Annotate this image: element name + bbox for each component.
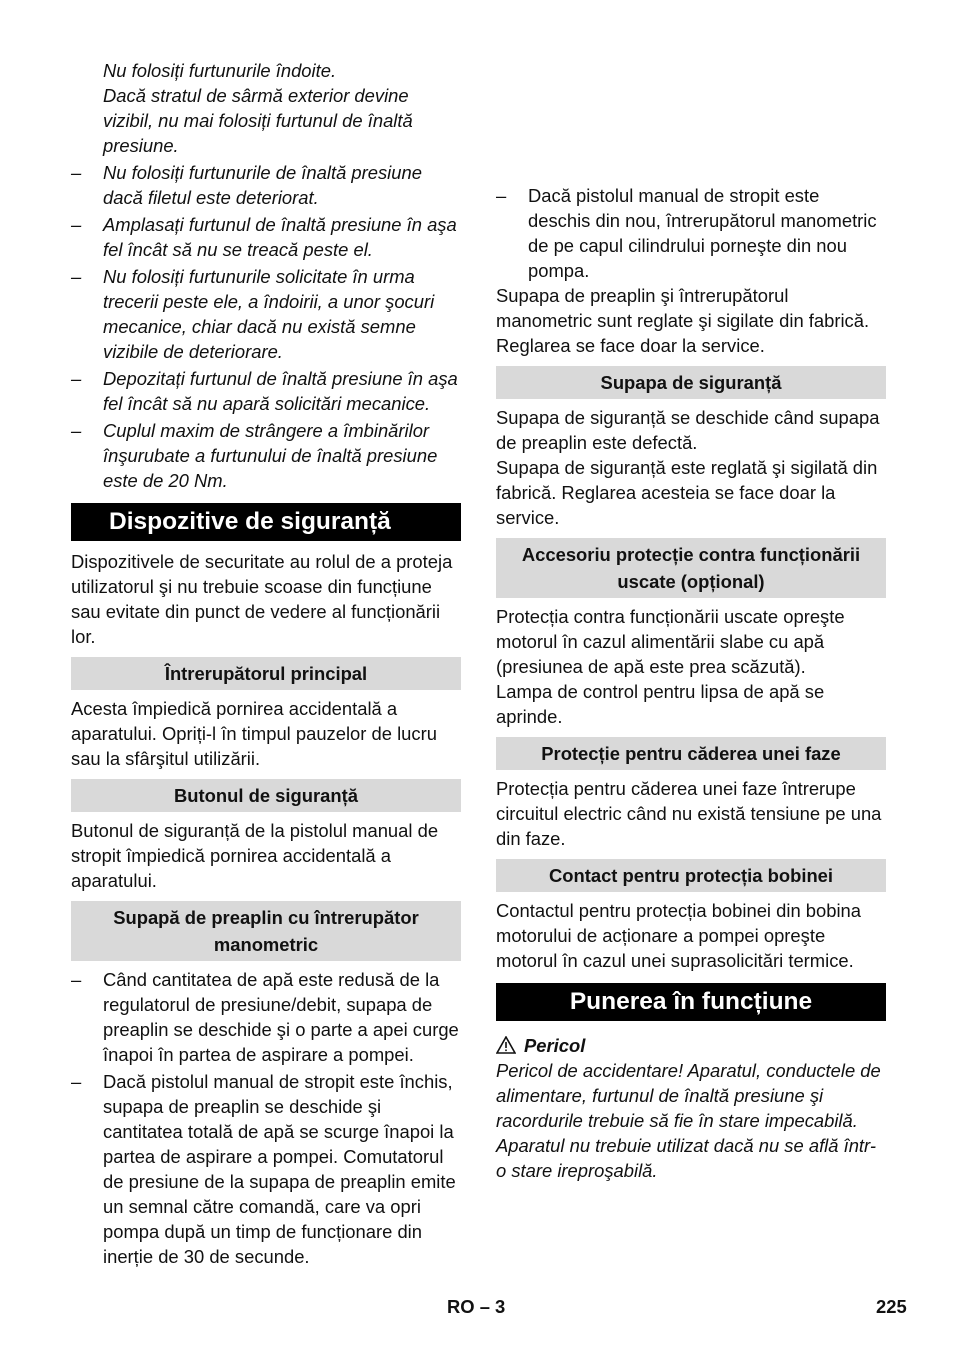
intro-line: Dacă stratul de sârmă exterior devine vizibil, nu mai folosiți furtunul de înaltă presiune.: [103, 85, 413, 156]
warning-triangle-icon: [496, 1035, 516, 1053]
subtitle-main-switch: Întrerupătorul principal: [71, 657, 461, 690]
list-item: – Nu folosiți furtunurile de înaltă presiune dacă filetul este deteriorat.: [71, 162, 422, 208]
section-title-startup: Punerea în funcțiune: [496, 983, 886, 1021]
subtitle-safety-valve: Supapa de siguranță: [496, 366, 886, 399]
dry-run-text: Protecția contra funcționării uscate opreşte motorul în cazul alimentării slabe cu apă (presiunea de apă este prea scăzută).: [496, 606, 845, 677]
safety-valve-text: Supapa de siguranță se deschide când supapa de preaplin este defectă.: [496, 407, 880, 453]
subtitle-dry-run: Accesoriu protecție contra funcționării uscate (opțional): [496, 538, 886, 598]
phase-text: Protecția pentru căderea unei faze întrerupe circuitul electric când nu există tensiune pe una din faze.: [496, 778, 882, 849]
subtitle-overflow-valve: Supapă de preaplin cu întrerupător manometric: [71, 901, 461, 961]
subtitle-safety-button: Butonul de siguranță: [71, 779, 461, 812]
list-item: – Dacă pistolul manual de stropit este închis, supapa de preaplin se deschide şi cantitatea totală de apă se scurge înapoi la partea de aspirare a pompei. Comutatorul de presiune de la supapa de preaplin emite un semnal către comandă, care va opri pompa după un timp de funcționare din inerție de 30 de secunde.: [71, 1071, 456, 1267]
danger-heading: [496, 1033, 886, 1058]
dry-run-text: Lampa de control pentru lipsa de apă se aprinde.: [496, 681, 825, 727]
intro-line: Nu folosiți furtunurile îndoite.: [103, 60, 337, 81]
safety-valve-text: Supapa de siguranță este reglată şi sigilată din fabrică. Reglarea acesteia se face doar la service.: [496, 457, 878, 528]
left-column: [71, 58, 461, 1269]
section-title-safety-devices: Dispozitive de siguranță: [71, 503, 461, 541]
right-column: [496, 183, 886, 1183]
list-item: – Când cantitatea de apă este redusă de la regulatorul de presiune/debit, supapa de preaplin se deschide şi o parte a apei curge înapoi în partea de aspirare a pompei.: [71, 969, 459, 1065]
list-item: – Depozitați furtunul de înaltă presiune în aşa fel încât să nu apară solicitări mecanice.: [71, 368, 458, 414]
page-language-number: RO – 3: [447, 1296, 506, 1317]
safety-button-text: Butonul de siguranță de la pistolul manual de stropit împiedică pornirea accidentală a aparatului.: [71, 820, 439, 891]
list-item: – Amplasați furtunul de înaltă presiune în aşa fel încât să nu se treacă peste el.: [71, 214, 457, 260]
subtitle-coil-protection: Contact pentru protecția bobinei: [496, 859, 886, 892]
page-number: 225: [876, 1296, 907, 1317]
section-text: Dispozitivele de securitate au rolul de a proteja utilizatorul şi nu trebuie scoase din funcțiune sau evitate din punct de vedere al funcționării lor.: [71, 551, 453, 647]
list-item: – Dacă pistolul manual de stropit este deschis din nou, întrerupătorul manometric de pe capul cilindrului porneşte din nou pompa.: [496, 185, 877, 281]
danger-text: Pericol de accidentare! Aparatul, conductele de alimentare, furtunul de înaltă presiune şi racordurile trebuie să fie în stare impecabilă. Aparatul nu trebuie utilizat dacă nu se află într-o stare ireproşabilă.: [496, 1060, 881, 1181]
main-switch-text: Acesta împiedică pornirea accidentală a aparatului. Opriți-l în timpul pauzelor de lucru sau la sfârşitul utilizării.: [71, 698, 437, 769]
danger-label: Pericol: [524, 1035, 586, 1056]
subtitle-phase-failure: Protecție pentru căderea unei faze: [496, 737, 886, 770]
list-item: – Nu folosiți furtunurile solicitate în urma trecerii peste ele, a îndoirii, a unor şocuri mecanice, chiar dacă nu există semne vizibile de deteriorare.: [71, 266, 435, 362]
overflow-text: Supapa de preaplin şi întrerupătorul manometric sunt reglate şi sigilate din fabrică. Reglarea se face doar la service.: [496, 285, 870, 356]
list-item: – Cuplul maxim de strângere a îmbinărilor înşurubate a furtunului de înaltă presiune este de 20 Nm.: [71, 420, 438, 491]
coil-text: Contactul pentru protecția bobinei din bobina motorului de acționare a pompei opreşte motorul în cazul unei suprasolicitări termice.: [496, 900, 862, 971]
